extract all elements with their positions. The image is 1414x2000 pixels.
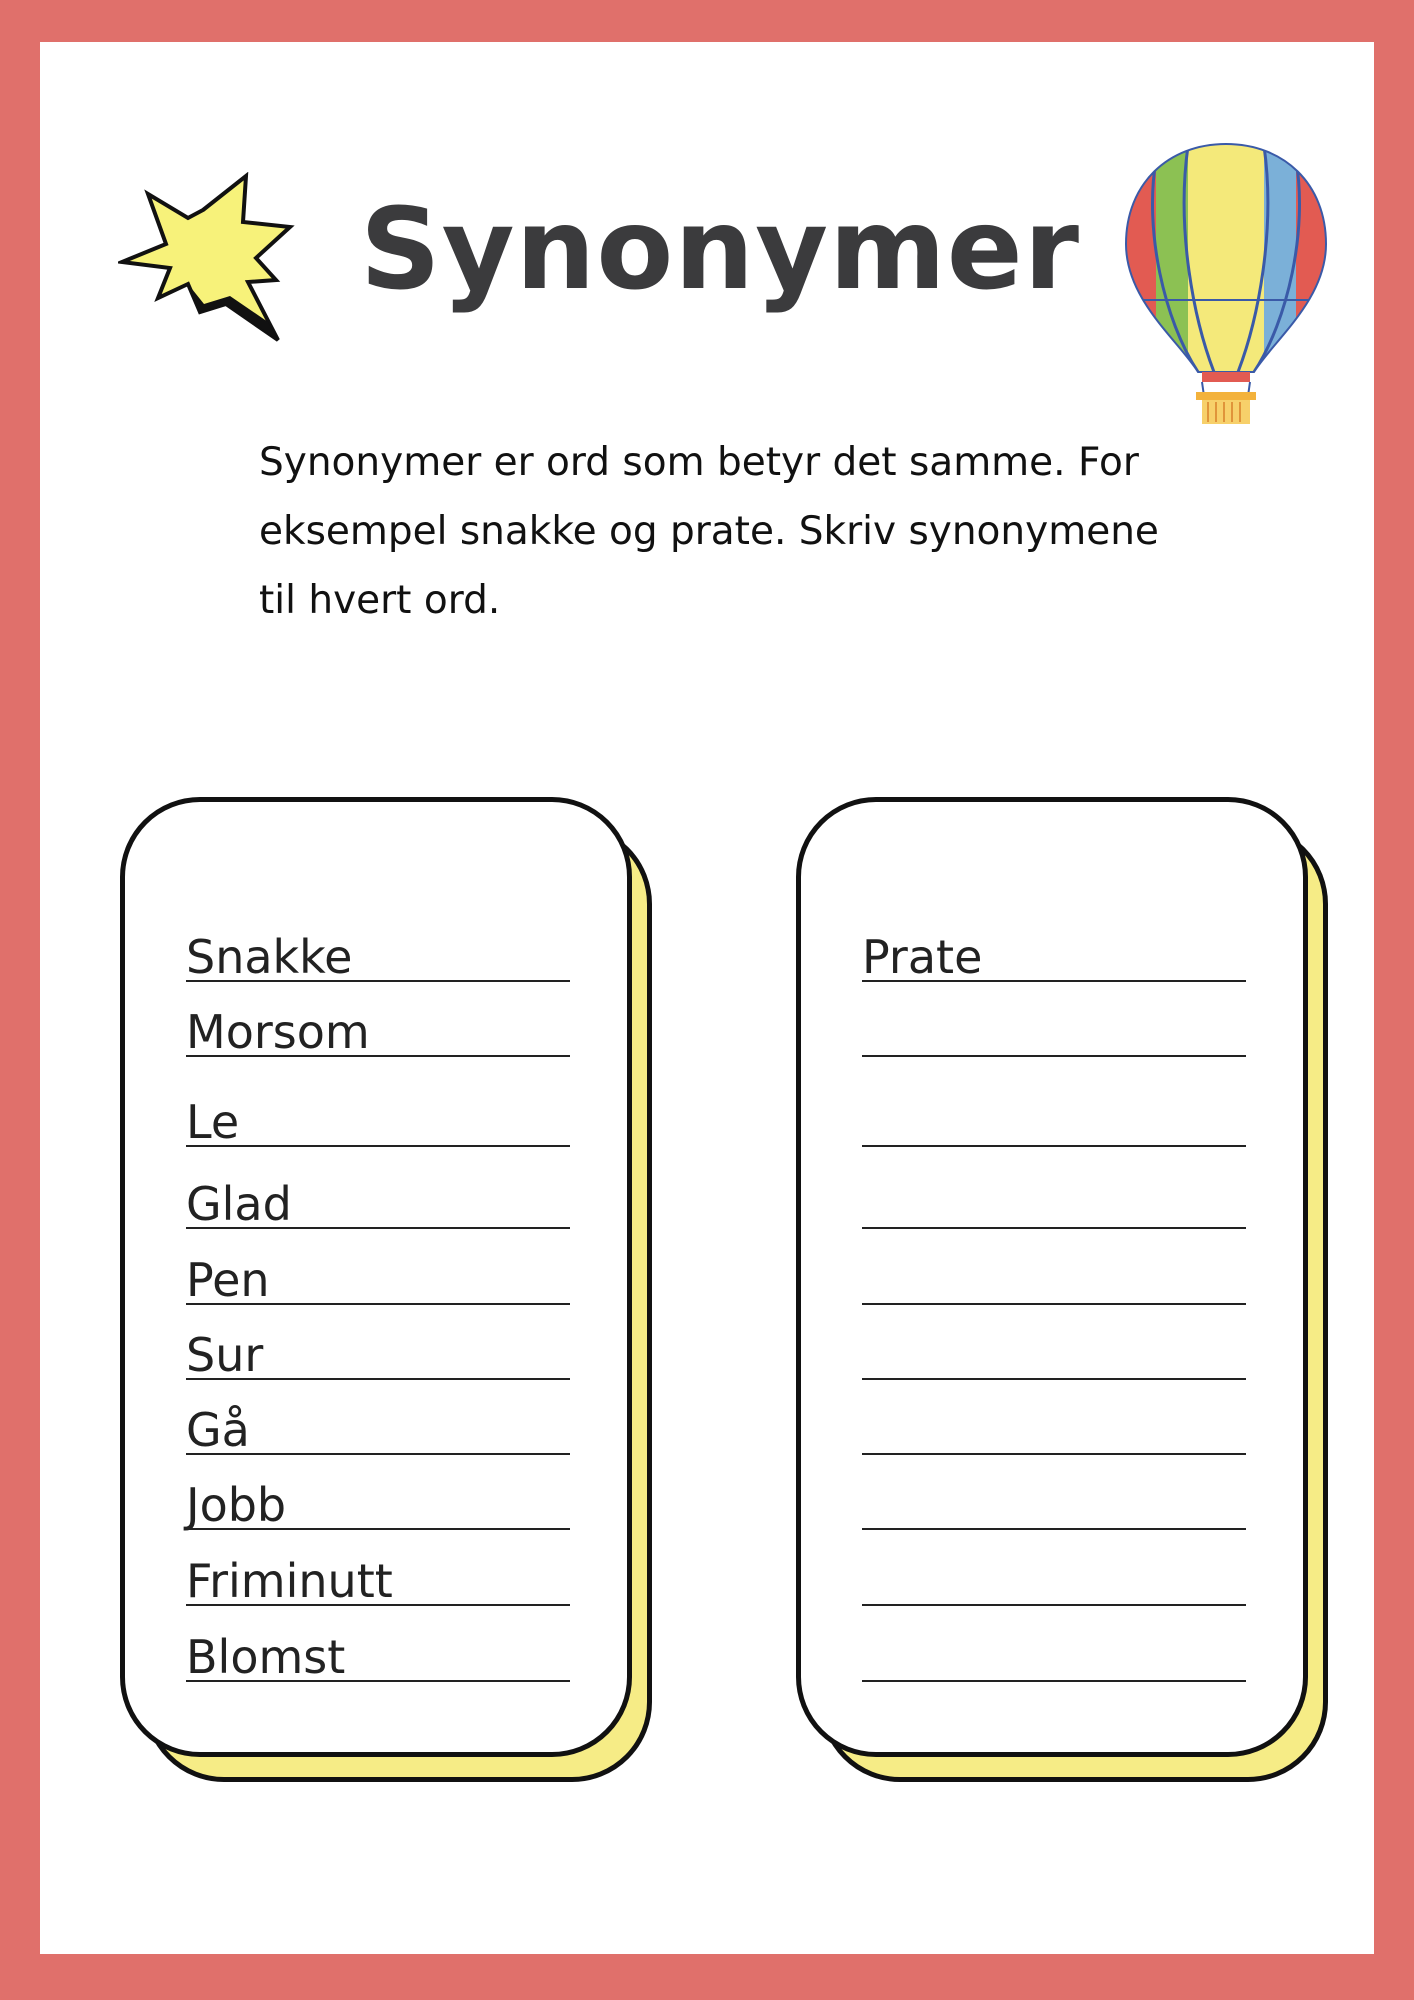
burst-star-icon [118, 172, 296, 342]
answer-line-row[interactable] [862, 1229, 1246, 1305]
left-word-row [186, 981, 570, 1057]
answer-line-row[interactable] [862, 1606, 1246, 1682]
left-word-word: Friminutt [186, 1554, 393, 1608]
answer-line-row[interactable] [862, 981, 1246, 1057]
left-word-word: Le [186, 1095, 240, 1149]
left-word-row [186, 1071, 570, 1147]
left-word-row [186, 1229, 570, 1305]
left-word-word: Snakke [186, 930, 353, 984]
left-word-row [186, 906, 570, 982]
answer-line-row[interactable] [862, 1454, 1246, 1530]
answer-line-row[interactable] [862, 906, 1246, 982]
left-word-row [186, 1530, 570, 1606]
answer-line-row[interactable] [862, 1153, 1246, 1229]
answer-line-word: Prate [862, 930, 983, 984]
answer-line-row[interactable] [862, 1530, 1246, 1606]
left-word-word: Gå [186, 1403, 250, 1457]
answer-line-row[interactable] [862, 1304, 1246, 1380]
left-word-row [186, 1454, 570, 1530]
page-title: Synonymer [360, 185, 1080, 315]
left-word-word: Jobb [186, 1478, 287, 1532]
left-word-row [186, 1304, 570, 1380]
hot-air-balloon-icon [1124, 140, 1328, 430]
answer-line-row[interactable] [862, 1071, 1246, 1147]
answer-line-row[interactable] [862, 1379, 1246, 1455]
left-word-word: Blomst [186, 1630, 346, 1684]
left-word-word: Morsom [186, 1005, 370, 1059]
instructions-text: Synonymer er ord som betyr det samme. For eksempel snakke og prate. Skriv synonymene til hvert ord. [259, 440, 1159, 623]
left-word-word: Sur [186, 1328, 264, 1382]
left-word-row [186, 1606, 570, 1682]
left-word-row [186, 1153, 570, 1229]
left-word-word: Pen [186, 1253, 270, 1307]
left-word-word: Glad [186, 1177, 292, 1231]
left-word-row [186, 1379, 570, 1455]
